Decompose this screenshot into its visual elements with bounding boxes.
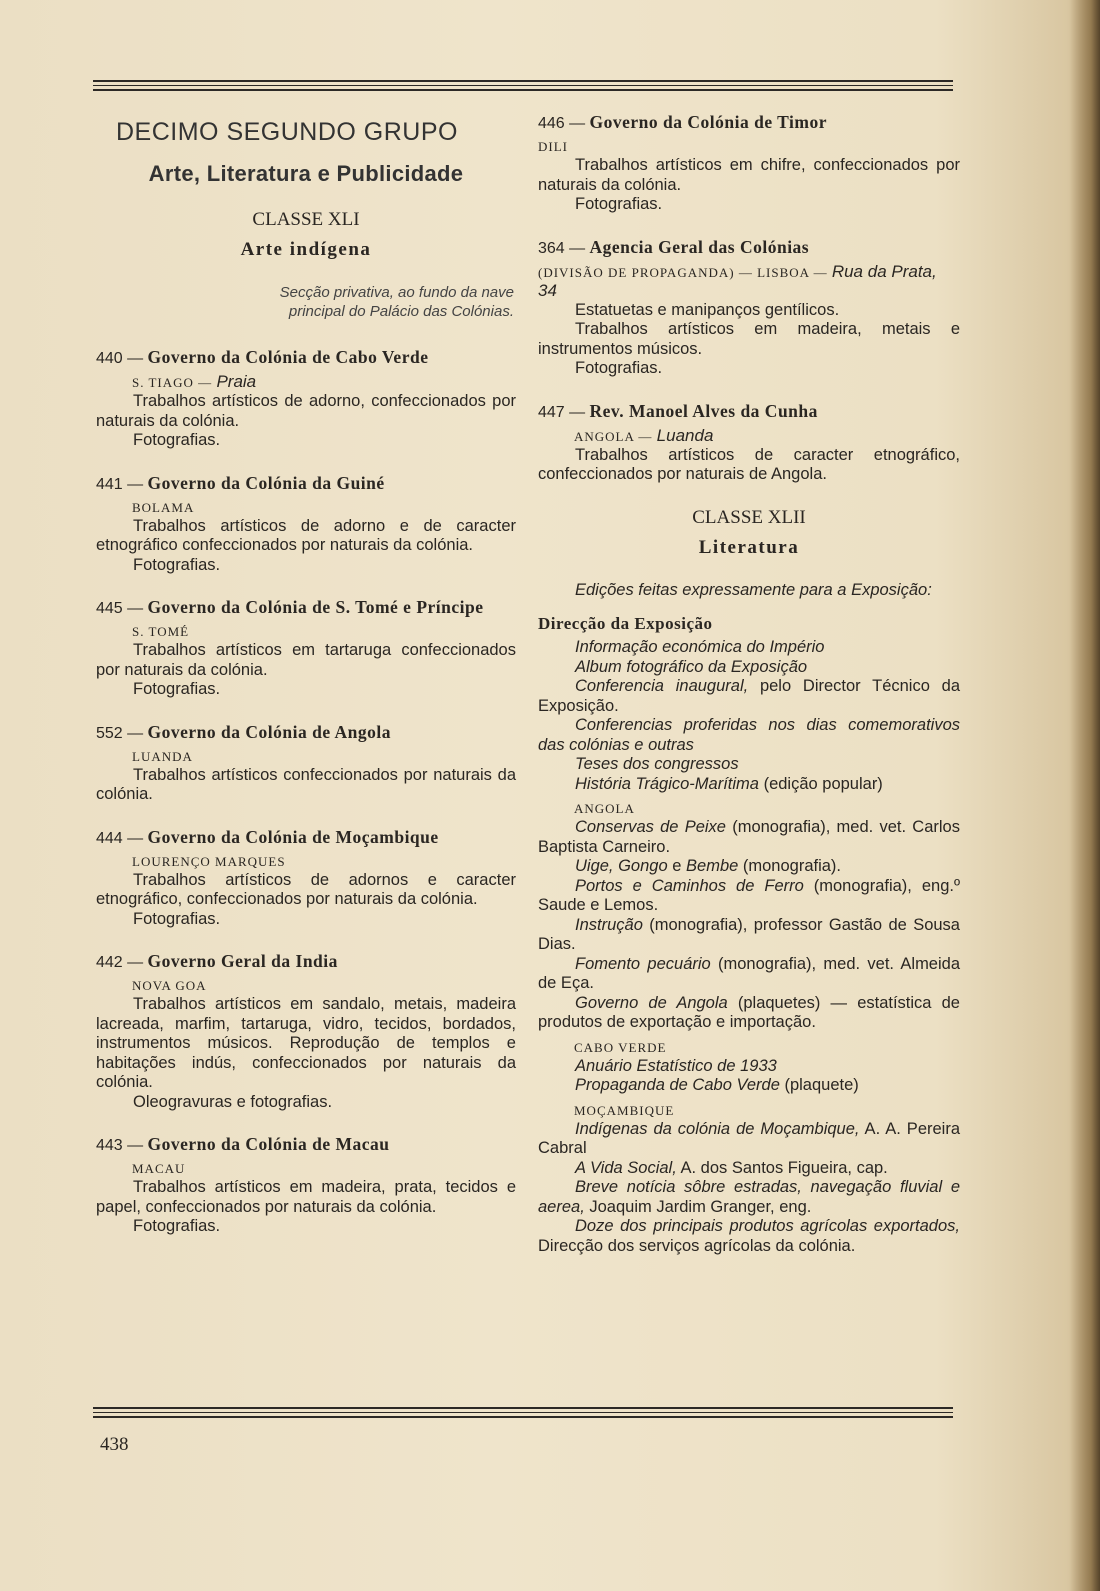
classe-xli-title: CLASSE XLI <box>252 209 360 230</box>
entry-place: ANGOLA — <box>574 428 653 444</box>
entry-447 <box>538 401 960 485</box>
lit-rest: Direcção dos serviços agrícolas da colónia. <box>538 1236 856 1255</box>
lit-title: História Trágico-Marítima <box>575 774 759 793</box>
right-column <box>538 112 960 1256</box>
entry-city: Praia <box>216 372 257 391</box>
entry-description: Trabalhos artísticos de caracter etnográfico, confeccionados por naturais de Angola. <box>538 445 960 483</box>
lit-title: Doze dos principais produtos agrícolas exportados, <box>575 1217 960 1235</box>
classe-xlii-title: CLASSE XLII <box>692 506 806 528</box>
label-cabo-verde: CABO VERDE <box>574 1039 667 1055</box>
entry-place: LOURENÇO MARQUES <box>132 853 286 869</box>
lit-rest: (edição popular) <box>758 774 883 793</box>
lit-title: Bembe <box>686 857 739 875</box>
entry-name: Governo Geral da India <box>147 951 338 971</box>
entry-name: Governo da Colónia de Cabo Verde <box>147 347 429 367</box>
page-number: 438 <box>100 1434 129 1455</box>
entry-number: 446 — <box>538 115 586 132</box>
entry-name: Governo da Colónia de Moçambique <box>147 826 439 847</box>
lit-item <box>538 716 960 755</box>
lit-item <box>538 1057 960 1077</box>
lit-title: Breve notícia sôbre estradas, navegação fluvial e aerea, <box>538 1178 960 1216</box>
lit-rest: pelo Director Técnico da Exposição. <box>538 677 960 715</box>
bottom-rule <box>93 1407 953 1421</box>
classe-xlii-name: Literatura <box>698 536 800 558</box>
lit-item <box>538 638 960 658</box>
lit-title: Instrução <box>575 915 643 934</box>
entry-number: 441 — <box>96 475 144 493</box>
group-title: DECIMO SEGUNDO GRUPO <box>116 118 458 146</box>
entry-443 <box>96 1134 516 1237</box>
entry-description: Trabalhos artísticos em tartaruga confeccionados por naturais da colónia. <box>96 641 516 679</box>
lit-item <box>538 1217 960 1256</box>
lit-rest: (monografia), med. vet. Almeida de Eça. <box>538 954 961 992</box>
lit-item <box>538 1178 960 1217</box>
note-line-2: principal do Palácio das Colónias. <box>288 303 514 320</box>
lit-title: Teses dos congressos <box>575 755 739 773</box>
entry-444 <box>96 827 516 930</box>
entry-446 <box>538 112 960 215</box>
lit-title: Fomento pecuário <box>575 954 711 973</box>
entry-440 <box>96 347 516 451</box>
entry-description: Trabalhos artísticos em madeira, prata, tecidos e papel, confeccionados por naturais da colónia. <box>96 1178 516 1216</box>
entry-description: Fotografias. <box>133 431 221 449</box>
entry-number: 440 — <box>96 350 144 367</box>
entry-description: Trabalhos artísticos de adornos e caracter etnográfico, confeccionados por naturais da colónia. <box>96 870 516 908</box>
lit-title: Conferencia inaugural, <box>575 677 749 695</box>
lit-item <box>538 658 960 678</box>
entry-name: Governo da Colónia de Angola <box>147 721 391 742</box>
entry-number: 442 — <box>96 954 144 971</box>
entry-description: Estatuetas e manipanços gentílicos. <box>575 300 840 319</box>
entry-description: Fotografias. <box>133 680 221 698</box>
lit-item <box>538 955 960 994</box>
lit-rest: A. dos Santos Figueira, cap. <box>676 1158 888 1177</box>
entry-description: Trabalhos artísticos de adorno e de caracter etnográfico confeccionados por naturais da colónia. <box>96 516 516 554</box>
lit-rest: (monografia), professor Gastão de Sousa Dias. <box>538 915 960 953</box>
entry-name: Agencia Geral das Colónias <box>589 236 810 257</box>
lit-title: Propaganda de Cabo Verde <box>575 1076 780 1094</box>
entry-name: Governo da Colónia de Timor <box>589 112 827 132</box>
entry-description: Trabalhos artísticos em madeira, metais e instrumentos músicos. <box>538 320 960 358</box>
lit-item <box>538 916 960 955</box>
entry-number: 444 — <box>96 829 144 847</box>
intro-text: Edições feitas expressamente para a Exposição: <box>575 580 932 599</box>
entry-description: Trabalhos artísticos em chifre, confeccionados por naturais da colónia. <box>538 156 960 194</box>
entry-name: Governo da Colónia da Guiné <box>147 472 385 493</box>
lit-item <box>538 1159 960 1179</box>
lit-item <box>538 857 960 877</box>
lit-item <box>538 1076 960 1096</box>
lit-rest: (monografia), med. vet. Carlos Baptista Carneiro. <box>538 818 960 856</box>
left-column <box>96 112 516 1259</box>
lit-rest: (plaquetes) — estatística de produtos de exportação e importação. <box>538 993 960 1031</box>
section-direccao: Direcção da Exposição <box>538 614 713 633</box>
page-edge-shadow <box>1070 0 1100 1591</box>
classe-xli-name: Arte indígena <box>240 239 372 260</box>
lit-title: Portos e Caminhos de Ferro <box>575 876 804 895</box>
lit-item <box>538 1120 960 1159</box>
top-rule <box>93 80 953 94</box>
entry-description: Oleogravuras e fotografias. <box>133 1092 333 1111</box>
entry-description: Trabalhos artísticos em sandalo, metais, madeira lacreada, marfim, tartaruga, vidro, tecidos, bordados, instrumentos músicos. Reprodução de templos e habitações indús, confeccionados por naturais da colónia. <box>96 995 516 1091</box>
lit-item <box>538 877 960 916</box>
entry-445 <box>96 597 516 700</box>
entry-441 <box>96 473 516 576</box>
lit-rest: e <box>667 857 687 875</box>
entry-number: 445 — <box>96 600 144 617</box>
entry-description: Fotografias. <box>133 1217 221 1235</box>
entry-number: 552 — <box>96 724 144 742</box>
lit-rest: (monografia), eng.º Saude e Lemos. <box>538 876 960 914</box>
literature-intro <box>538 581 960 601</box>
entry-number: 364 — <box>538 239 586 257</box>
entry-place: LUANDA <box>132 748 193 764</box>
lit-item <box>538 677 960 716</box>
entry-description: Trabalhos artísticos confeccionados por naturais da colónia. <box>96 765 516 803</box>
entry-number: 447 — <box>538 403 586 421</box>
entry-description: Fotografias. <box>133 555 221 574</box>
entry-name: Rev. Manoel Alves da Cunha <box>589 400 818 421</box>
entry-place: MACAU <box>132 1161 186 1176</box>
section-note <box>96 283 514 321</box>
label-angola: ANGOLA <box>574 801 635 816</box>
note-line-1: Secção privativa, ao fundo da nave <box>279 284 514 301</box>
lit-title: Uige, Gongo <box>575 857 668 875</box>
entry-442 <box>96 951 516 1112</box>
lit-title: Governo de Angola <box>575 993 728 1012</box>
lit-title: Indígenas da colónia de Moçambique, <box>575 1119 860 1138</box>
lit-title: Conservas de Peixe <box>575 818 726 836</box>
lit-item <box>538 755 960 775</box>
entry-place: DILI <box>538 139 568 154</box>
entry-place: NOVA GOA <box>132 978 207 993</box>
entry-place: S. TIAGO — <box>132 375 213 390</box>
lit-item <box>538 994 960 1033</box>
entry-place: BOLAMA <box>132 499 195 515</box>
entry-place: (DIVISÃO DE PROPAGANDA) — LISBOA — <box>538 264 828 280</box>
entry-name: Governo da Colónia de Macau <box>147 1134 390 1154</box>
lit-rest: A. A. Pereira Cabral <box>538 1119 960 1157</box>
entry-364 <box>538 237 960 379</box>
entry-description: Fotografias. <box>133 909 221 928</box>
entry-description: Fotografias. <box>575 195 663 213</box>
entry-city: Rua da Prata, 34 <box>538 261 937 300</box>
lit-rest: (plaquete) <box>779 1076 859 1094</box>
lit-title: Album fotográfico da Exposição <box>575 657 808 676</box>
lit-title: Conferencias proferidas nos dias comemorativos das colónias e outras <box>538 716 960 754</box>
group-subtitle: Arte, Literatura e Publicidade <box>148 161 464 186</box>
label-mocambique: MOÇAMBIQUE <box>574 1102 675 1118</box>
lit-rest: (monografia). <box>738 857 842 875</box>
entry-city: Luanda <box>656 425 714 445</box>
lit-title: A Vida Social, <box>575 1158 677 1177</box>
lit-item <box>538 818 960 857</box>
entry-place: S. TOMÉ <box>132 624 190 639</box>
lit-rest: Joaquim Jardim Granger, eng. <box>584 1197 812 1216</box>
entry-name: Governo da Colónia de S. Tomé e Príncipe <box>147 597 484 617</box>
entry-description: Trabalhos artísticos de adorno, confeccionados por naturais da colónia. <box>96 392 516 430</box>
lit-title: Informação económica do Império <box>575 638 825 656</box>
lit-item <box>538 775 960 795</box>
entry-552 <box>96 722 516 805</box>
lit-title: Anuário Estatístico de 1933 <box>575 1056 777 1075</box>
entry-description: Fotografias. <box>575 359 663 377</box>
entry-number: 443 — <box>96 1137 144 1154</box>
